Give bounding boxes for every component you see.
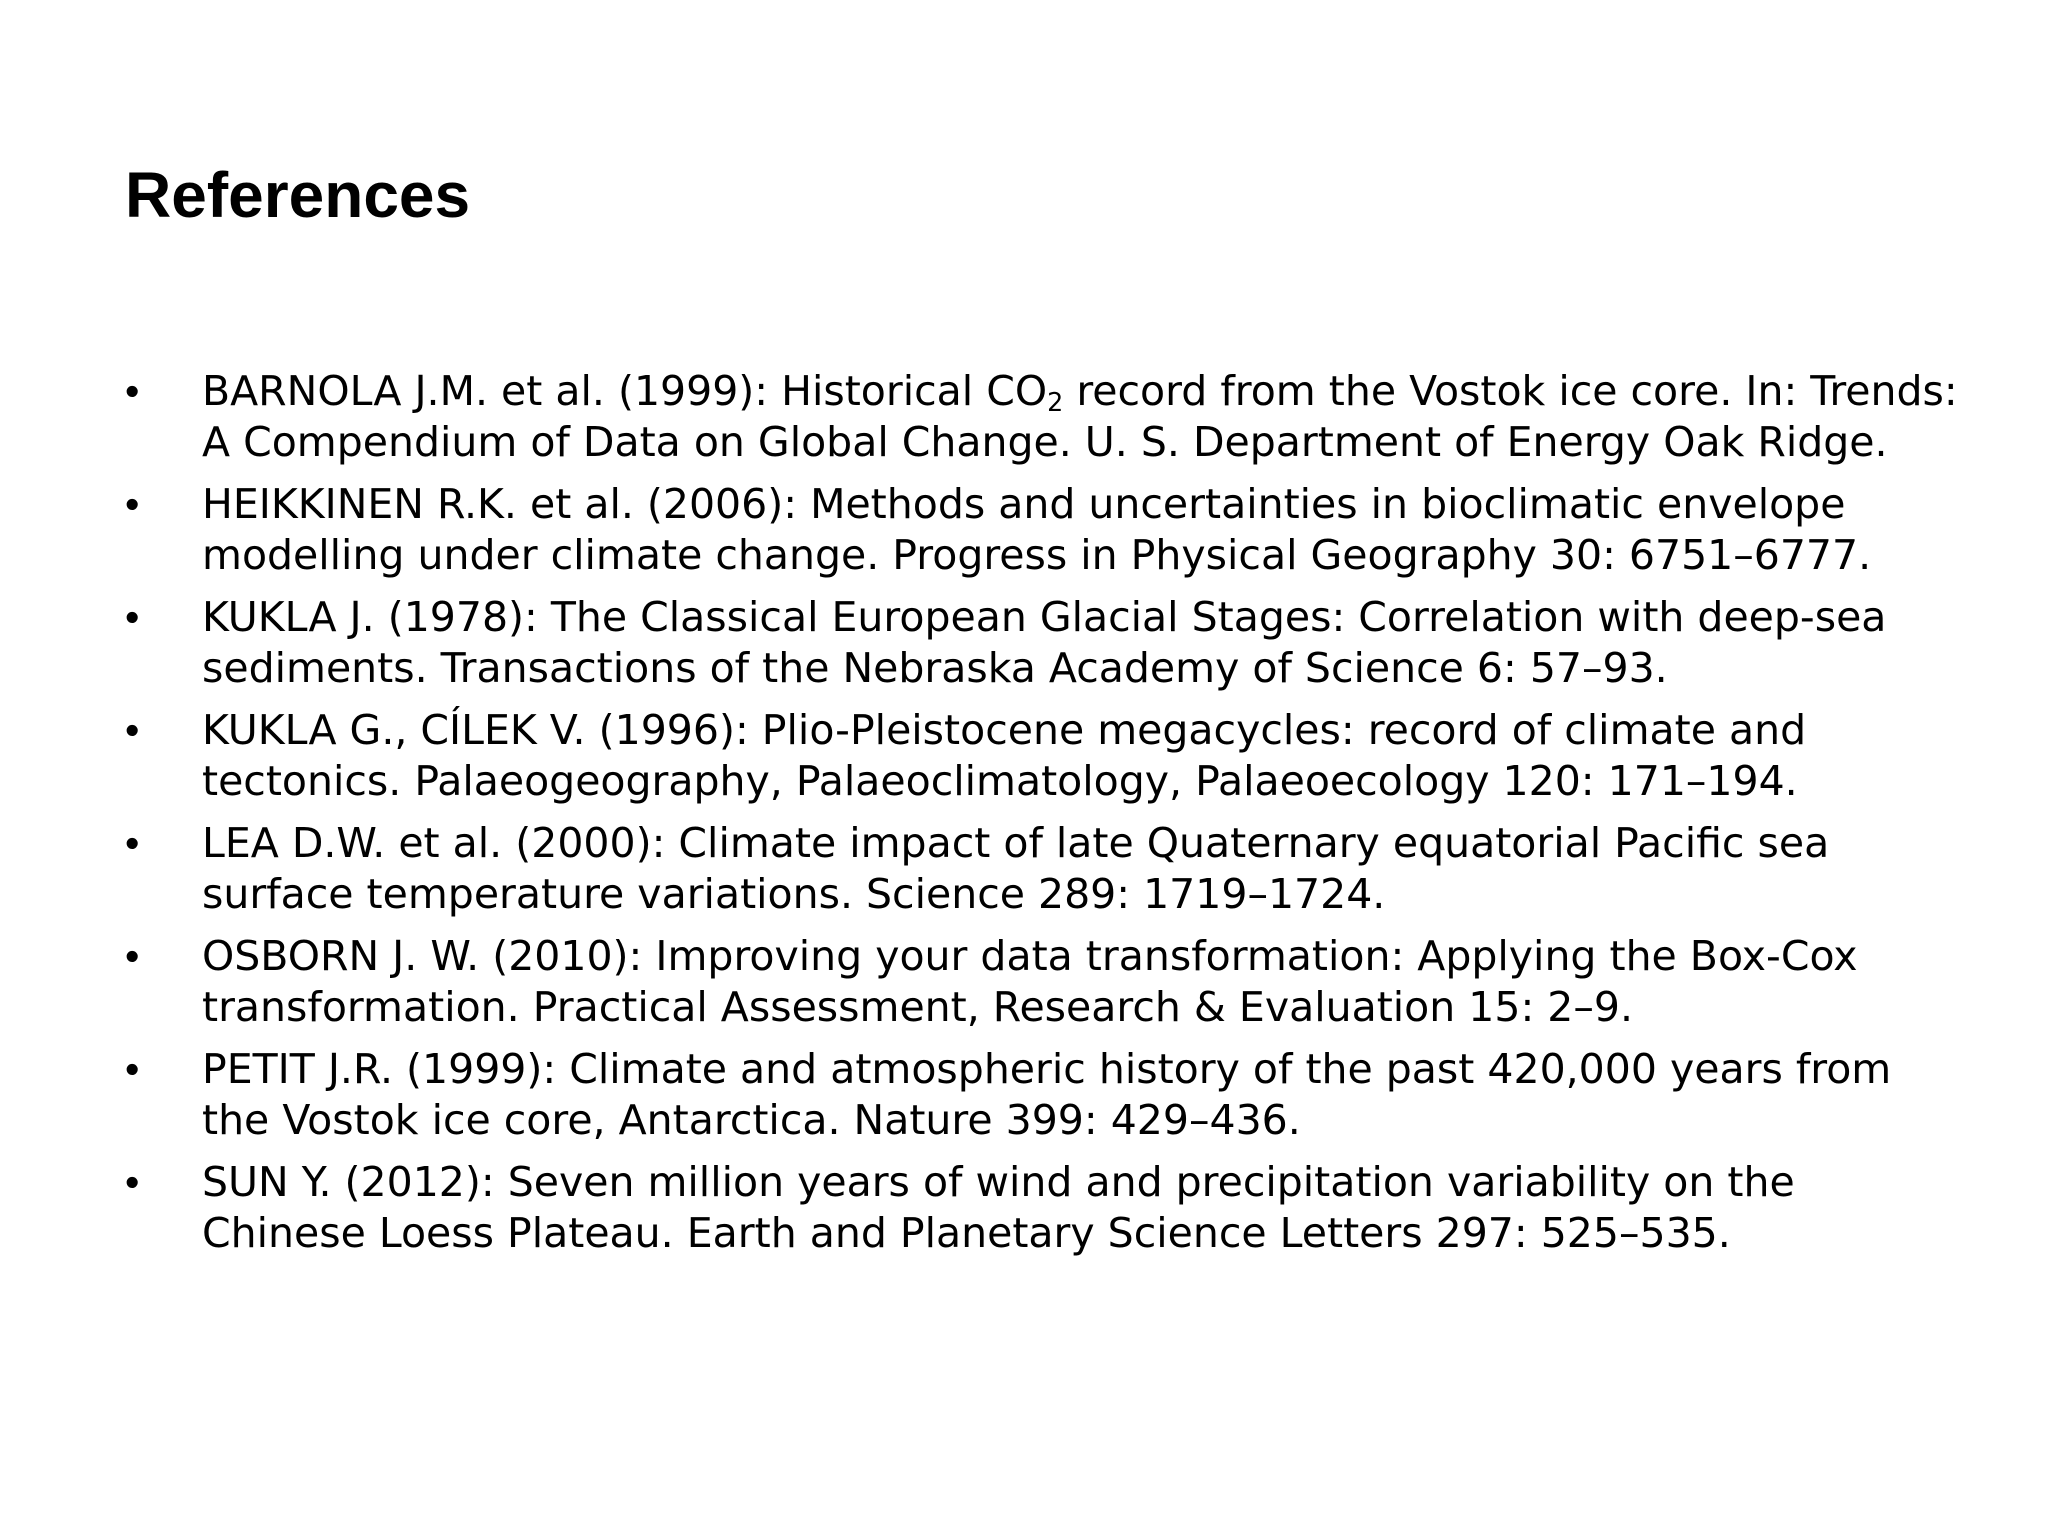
reference-text: HEIKKINEN R.K. et al. (2006): Methods and uncertainties in bioclimatic envelope modelling under climate change. Progress in Physical Geography 30: 6751–6777. [202, 480, 1872, 579]
bullet-icon: • [125, 1046, 140, 1092]
bullet-icon: • [125, 368, 140, 414]
reference-text: LEA D.W. et al. (2000): Climate impact of late Quaternary equatorial Pacific sea surface temperature variations. Science 289: 1719–1724. [202, 819, 1830, 918]
reference-item [125, 592, 1965, 694]
bullet-icon: • [125, 820, 140, 866]
reference-item [125, 479, 1965, 581]
subscript-text: 2 [1047, 387, 1064, 418]
bullet-icon: • [125, 594, 140, 640]
reference-text-part: record from the Vostok ice core. In: Trends: A Compendium of Data on Global Change. U. S. Department of Energy Oak Ridge. [202, 367, 1958, 466]
reference-text-part: BARNOLA J.M. et al. (1999): Historical CO [202, 367, 1048, 415]
reference-item [125, 818, 1965, 920]
reference-text [202, 367, 1958, 466]
slide-title: References [125, 159, 471, 231]
reference-item [125, 1157, 1965, 1259]
bullet-icon: • [125, 481, 140, 527]
reference-item [125, 705, 1965, 807]
reference-text: KUKLA J. (1978): The Classical European Glacial Stages: Correlation with deep-sea sediments. Transactions of the Nebraska Academy of Science 6: 57–93. [202, 593, 1887, 692]
reference-item [125, 931, 1965, 1033]
bullet-icon: • [125, 707, 140, 753]
reference-text: OSBORN J. W. (2010): Improving your data transformation: Applying the Box-Cox transformation. Practical Assessment, Research & Evaluation 15: 2–9. [202, 932, 1858, 1031]
reference-item [125, 366, 1965, 468]
bullet-icon: • [125, 1159, 140, 1205]
reference-text: SUN Y. (2012): Seven million years of wind and precipitation variability on the Chinese Loess Plateau. Earth and Planetary Science Letters 297: 525–535. [202, 1158, 1795, 1257]
reference-item [125, 1044, 1965, 1146]
reference-text: KUKLA G., CÍLEK V. (1996): Plio-Pleistocene megacycles: record of climate and tectonics. Palaeogeography, Palaeoclimatology, Palaeoecology 120: 171–194. [202, 706, 1807, 805]
reference-list [125, 366, 1965, 1270]
bullet-icon: • [125, 933, 140, 979]
reference-text: PETIT J.R. (1999): Climate and atmospheric history of the past 420,000 years from the Vostok ice core, Antarctica. Nature 399: 429–436. [202, 1045, 1892, 1144]
